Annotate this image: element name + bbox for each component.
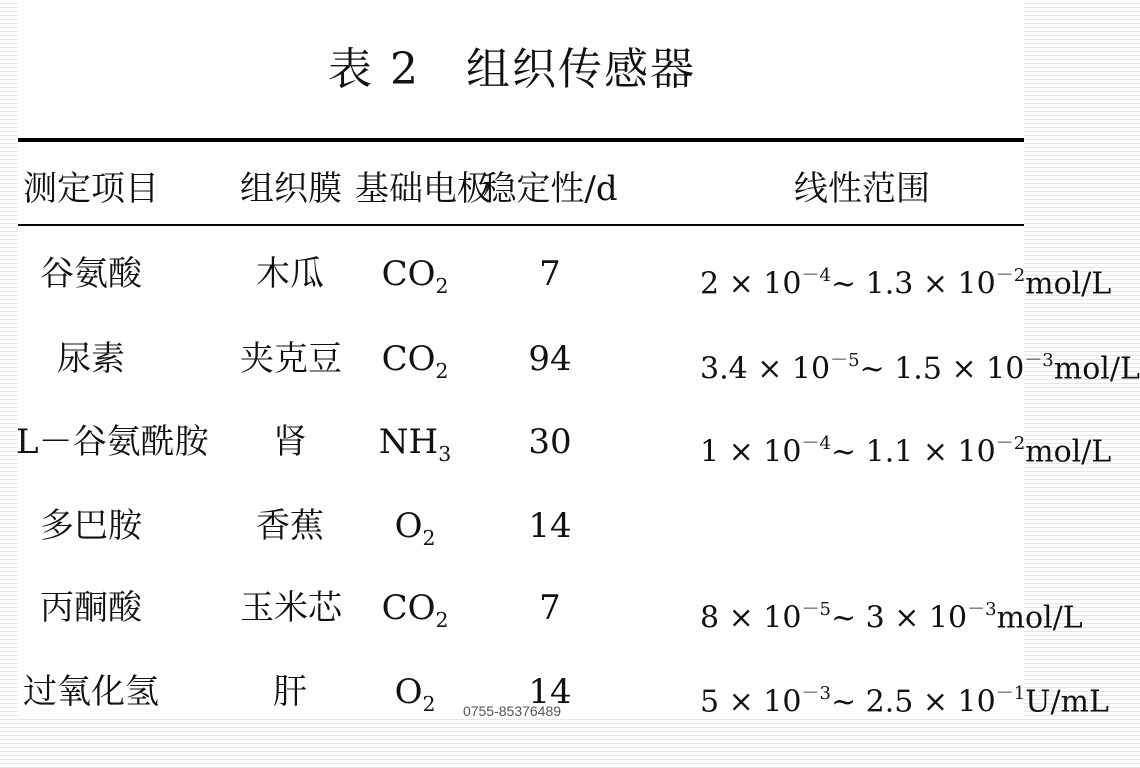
table-header-rule bbox=[18, 224, 1024, 226]
range-upper-mantissa: ~ 2.5 × 10 bbox=[830, 684, 996, 720]
range-unit: mol/L bbox=[1025, 266, 1112, 302]
cell-electrode bbox=[355, 420, 475, 476]
range-lower-mantissa: 3.4 × 10 bbox=[700, 351, 831, 387]
range-lower-exponent: －5 bbox=[801, 599, 831, 620]
cell-linear-range bbox=[700, 422, 1112, 475]
header-membrane: 组织膜 bbox=[240, 169, 342, 209]
range-lower-exponent: －4 bbox=[801, 265, 831, 286]
cell-stability: 7 bbox=[539, 588, 561, 628]
cell-item: 过氧化氢 bbox=[23, 672, 159, 712]
electrode-base: CO bbox=[381, 588, 436, 628]
electrode-base: O bbox=[394, 672, 423, 712]
range-upper-exponent: －2 bbox=[995, 265, 1026, 286]
range-unit: U/mL bbox=[1025, 684, 1109, 720]
range-lower-exponent: －3 bbox=[801, 683, 831, 704]
cell-electrode bbox=[355, 252, 475, 308]
electrode-subscript: 2 bbox=[435, 359, 449, 384]
range-upper-exponent: －2 bbox=[995, 433, 1026, 454]
range-lower-mantissa: 8 × 10 bbox=[700, 600, 802, 636]
cell-membrane: 肾 bbox=[273, 422, 307, 462]
cell-linear-range bbox=[700, 339, 1140, 392]
footer-phone-text: 0755-85376489 bbox=[462, 703, 562, 719]
range-unit: mol/L bbox=[1053, 351, 1140, 387]
electrode-base: CO bbox=[381, 339, 436, 379]
cell-item: L－谷氨酰胺 bbox=[16, 422, 209, 462]
range-lower-exponent: －4 bbox=[801, 433, 831, 454]
cell-stability: 94 bbox=[528, 339, 572, 379]
range-upper-exponent: －3 bbox=[967, 599, 997, 620]
electrode-subscript: 2 bbox=[422, 526, 436, 551]
cell-membrane: 肝 bbox=[273, 672, 307, 712]
range-lower-exponent: －5 bbox=[830, 350, 860, 371]
electrode-subscript: 2 bbox=[422, 692, 436, 717]
header-linear-range: 线性范围 bbox=[794, 169, 930, 209]
range-upper-exponent: －1 bbox=[995, 683, 1026, 704]
cell-electrode bbox=[355, 337, 475, 393]
cell-electrode bbox=[355, 504, 475, 560]
cell-stability: 7 bbox=[539, 254, 561, 294]
range-lower-mantissa: 1 × 10 bbox=[700, 434, 802, 470]
range-lower-mantissa: 5 × 10 bbox=[700, 684, 802, 720]
electrode-base: O bbox=[394, 506, 423, 546]
range-upper-mantissa: ~ 1.3 × 10 bbox=[830, 266, 996, 302]
cell-item: 多巴胺 bbox=[40, 506, 142, 546]
header-item: 测定项目 bbox=[23, 169, 159, 209]
header-electrode: 基础电极 bbox=[355, 169, 491, 209]
range-lower-mantissa: 2 × 10 bbox=[700, 266, 802, 302]
cell-item: 丙酮酸 bbox=[40, 588, 142, 628]
cell-stability: 14 bbox=[528, 672, 572, 712]
cell-item: 谷氨酸 bbox=[40, 254, 142, 294]
cell-stability: 30 bbox=[528, 422, 572, 462]
electrode-base: NH bbox=[378, 422, 439, 462]
table-top-rule bbox=[18, 138, 1024, 142]
cell-membrane: 夹克豆 bbox=[240, 339, 342, 379]
range-upper-mantissa: ~ 1.1 × 10 bbox=[830, 434, 996, 470]
electrode-subscript: 2 bbox=[435, 608, 449, 633]
cell-stability: 14 bbox=[528, 506, 572, 546]
cell-linear-range bbox=[700, 588, 1083, 641]
electrode-subscript: 3 bbox=[438, 442, 452, 467]
cell-linear-range bbox=[700, 254, 1112, 307]
range-unit: mol/L bbox=[996, 600, 1083, 636]
electrode-base: CO bbox=[381, 254, 436, 294]
range-upper-mantissa: ~ 1.5 × 10 bbox=[859, 351, 1025, 387]
cell-item: 尿素 bbox=[57, 339, 125, 379]
cell-membrane: 木瓜 bbox=[256, 254, 324, 294]
cell-membrane: 香蕉 bbox=[256, 506, 324, 546]
cell-electrode bbox=[355, 586, 475, 642]
range-upper-exponent: －3 bbox=[1024, 350, 1054, 371]
header-stability: 稳定性/d bbox=[482, 169, 618, 209]
electrode-subscript: 2 bbox=[435, 274, 449, 299]
range-upper-mantissa: ~ 3 × 10 bbox=[830, 600, 968, 636]
range-unit: mol/L bbox=[1025, 434, 1112, 470]
cell-membrane: 玉米芯 bbox=[240, 588, 342, 628]
table-title: 表 2 组织传感器 bbox=[328, 44, 696, 95]
